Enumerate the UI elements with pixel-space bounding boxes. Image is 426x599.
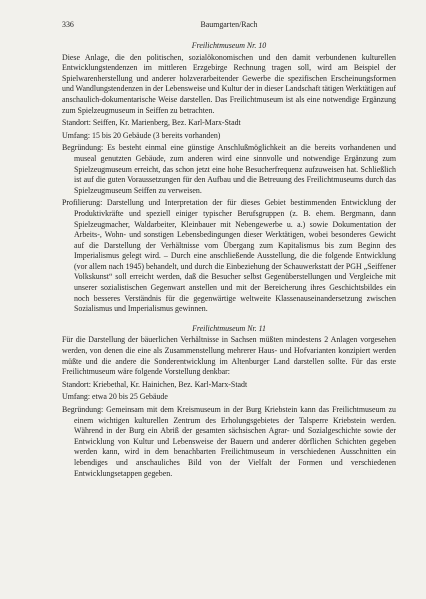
page-number: 336	[62, 20, 74, 29]
umfang-line: Umfang: etwa 20 bis 25 Gebäude	[62, 392, 168, 402]
section-freilichtmuseum-11	[62, 324, 396, 479]
section-title: Freilichtmuseum Nr. 11	[192, 323, 266, 333]
section-title: Freilichtmuseum Nr. 10	[191, 41, 267, 50]
page-header	[62, 20, 396, 34]
running-head: Baumgarten/Rach	[200, 20, 258, 29]
section-intro: Diese Anlage, die den politischen, sozialökonomischen und den damit verbundenen kulturellen Entwicklungstendenzen im mittleren Erzgebirge Rechnung tragen soll, wird am Beispiel der Spielwarenherstellung und anderer holzverarbeitender Gewerbe die spezifischen Erscheinungsformen und Wandlungstendenzen in der Lebensweise und Kultur der in dieser Landschaft tätigen Werktätigen auf anschaulich-dokumentarische Weise darstellen. Das Freilichtmuseum ist als eine notwendige Ergänzung zum Spielzeugmuseum in Seiffen zu betrachten.	[62, 52, 396, 115]
profilierung-paragraph: Profilierung: Darstellung und Interpretation der für dieses Gebiet bestimmenden Entwicklung der Produktivkräfte und speziell einiger typischer Berufsgruppen (z. B. ehem. Bergmann, dann Spielzeugmacher, Waldarbeiter, Kleinbauer mit Nebengewerbe u. a.) sowie Dokumentation der Arbeits-, Wohn- und sonstigen Lebensbedingungen dieser Werktätigen, wobei besonderes Gewicht auf die Darstellung der Verhältnisse vom Übergang zum Kapitalismus bis zum Beginn des Imperialismus gelegt wird. – Durch eine anschließende Ausstellung, die die folgende Entwicklung (vor allem nach 1945) behandelt, und durch die Einbeziehung der Schauwerkstatt der PGH „Seiffener Volkskunst“ soll erreicht werden, daß die Besucher selbst Gegenüberstellungen und Vergleiche mit unserer sozialistischen Gegenwart anstellen und mit der Bereicherung ihres Geschichtsbildes ein noch besseres Verständnis für die gegenwärtige weltweite Klassenauseinandersetzung zwischen Sozialismus und Imperialismus gewinnen.	[62, 198, 396, 314]
standort-line: Standort: Seiffen, Kr. Marienberg, Bez. Karl-Marx-Stadt	[62, 118, 241, 128]
section-freilichtmuseum-10	[62, 41, 396, 315]
page-content	[62, 20, 396, 479]
begruendung-paragraph: Begründung: Es besteht einmal eine günstige Anschlußmöglichkeit an die bereits vorhandenen und museal genutzten Gebäude, zum anderen wird eine sinnvolle und notwendige Ergänzung zum Spielzeugmuseum erreicht, das schon jetzt eine hohe Besucherfrequenz aufzuweisen hat. Schließlich ist auf die guten Voraussetzungen für den Aufbau und die Betreuung des Freilichtmuseums durch das Spielzeugmuseum Seiffen zu verweisen.	[62, 143, 396, 195]
umfang-line: Umfang: 15 bis 20 Gebäude (3 bereits vorhanden)	[62, 130, 221, 140]
begruendung-paragraph: Begründung: Gemeinsam mit dem Kreismuseum in der Burg Kriebstein kann das Freilichtmuseum zu einem wichtigen kulturellen Zentrum des Erholungsgebietes der Talsperre Kriebstein werden. Während in der Burg ein Abriß der gesamten sächsischen Agrar- und Sozialgeschichte sowie der Entwicklung von Kultur und Lebensweise der Bauern und anderer dörflichen Schichten gegeben werden kann, wird in dem benachbarten Freilichtmuseum in verschiedenen Ausschnitten ein lebendiges und anschauliches Bild von der Vielfalt der Formen und verschiedenen Entwicklungsetappen gegeben.	[62, 405, 396, 478]
section-intro: Für die Darstellung der bäuerlichen Verhältnisse in Sachsen müßten mindestens 2 Anlagen vorgesehen werden, von denen die eine als Zusammenstellung mehrerer Haus- und Hofvarianten konzipiert werden müßte und die andere die Sonderentwicklung im Altenburger Land darstellen sollte. Für das erste Freilichtmuseum wäre folgende Vorstellung denkbar:	[62, 335, 396, 377]
standort-line: Standort: Kriebethal, Kr. Hainichen, Bez. Karl-Marx-Stadt	[62, 379, 248, 389]
